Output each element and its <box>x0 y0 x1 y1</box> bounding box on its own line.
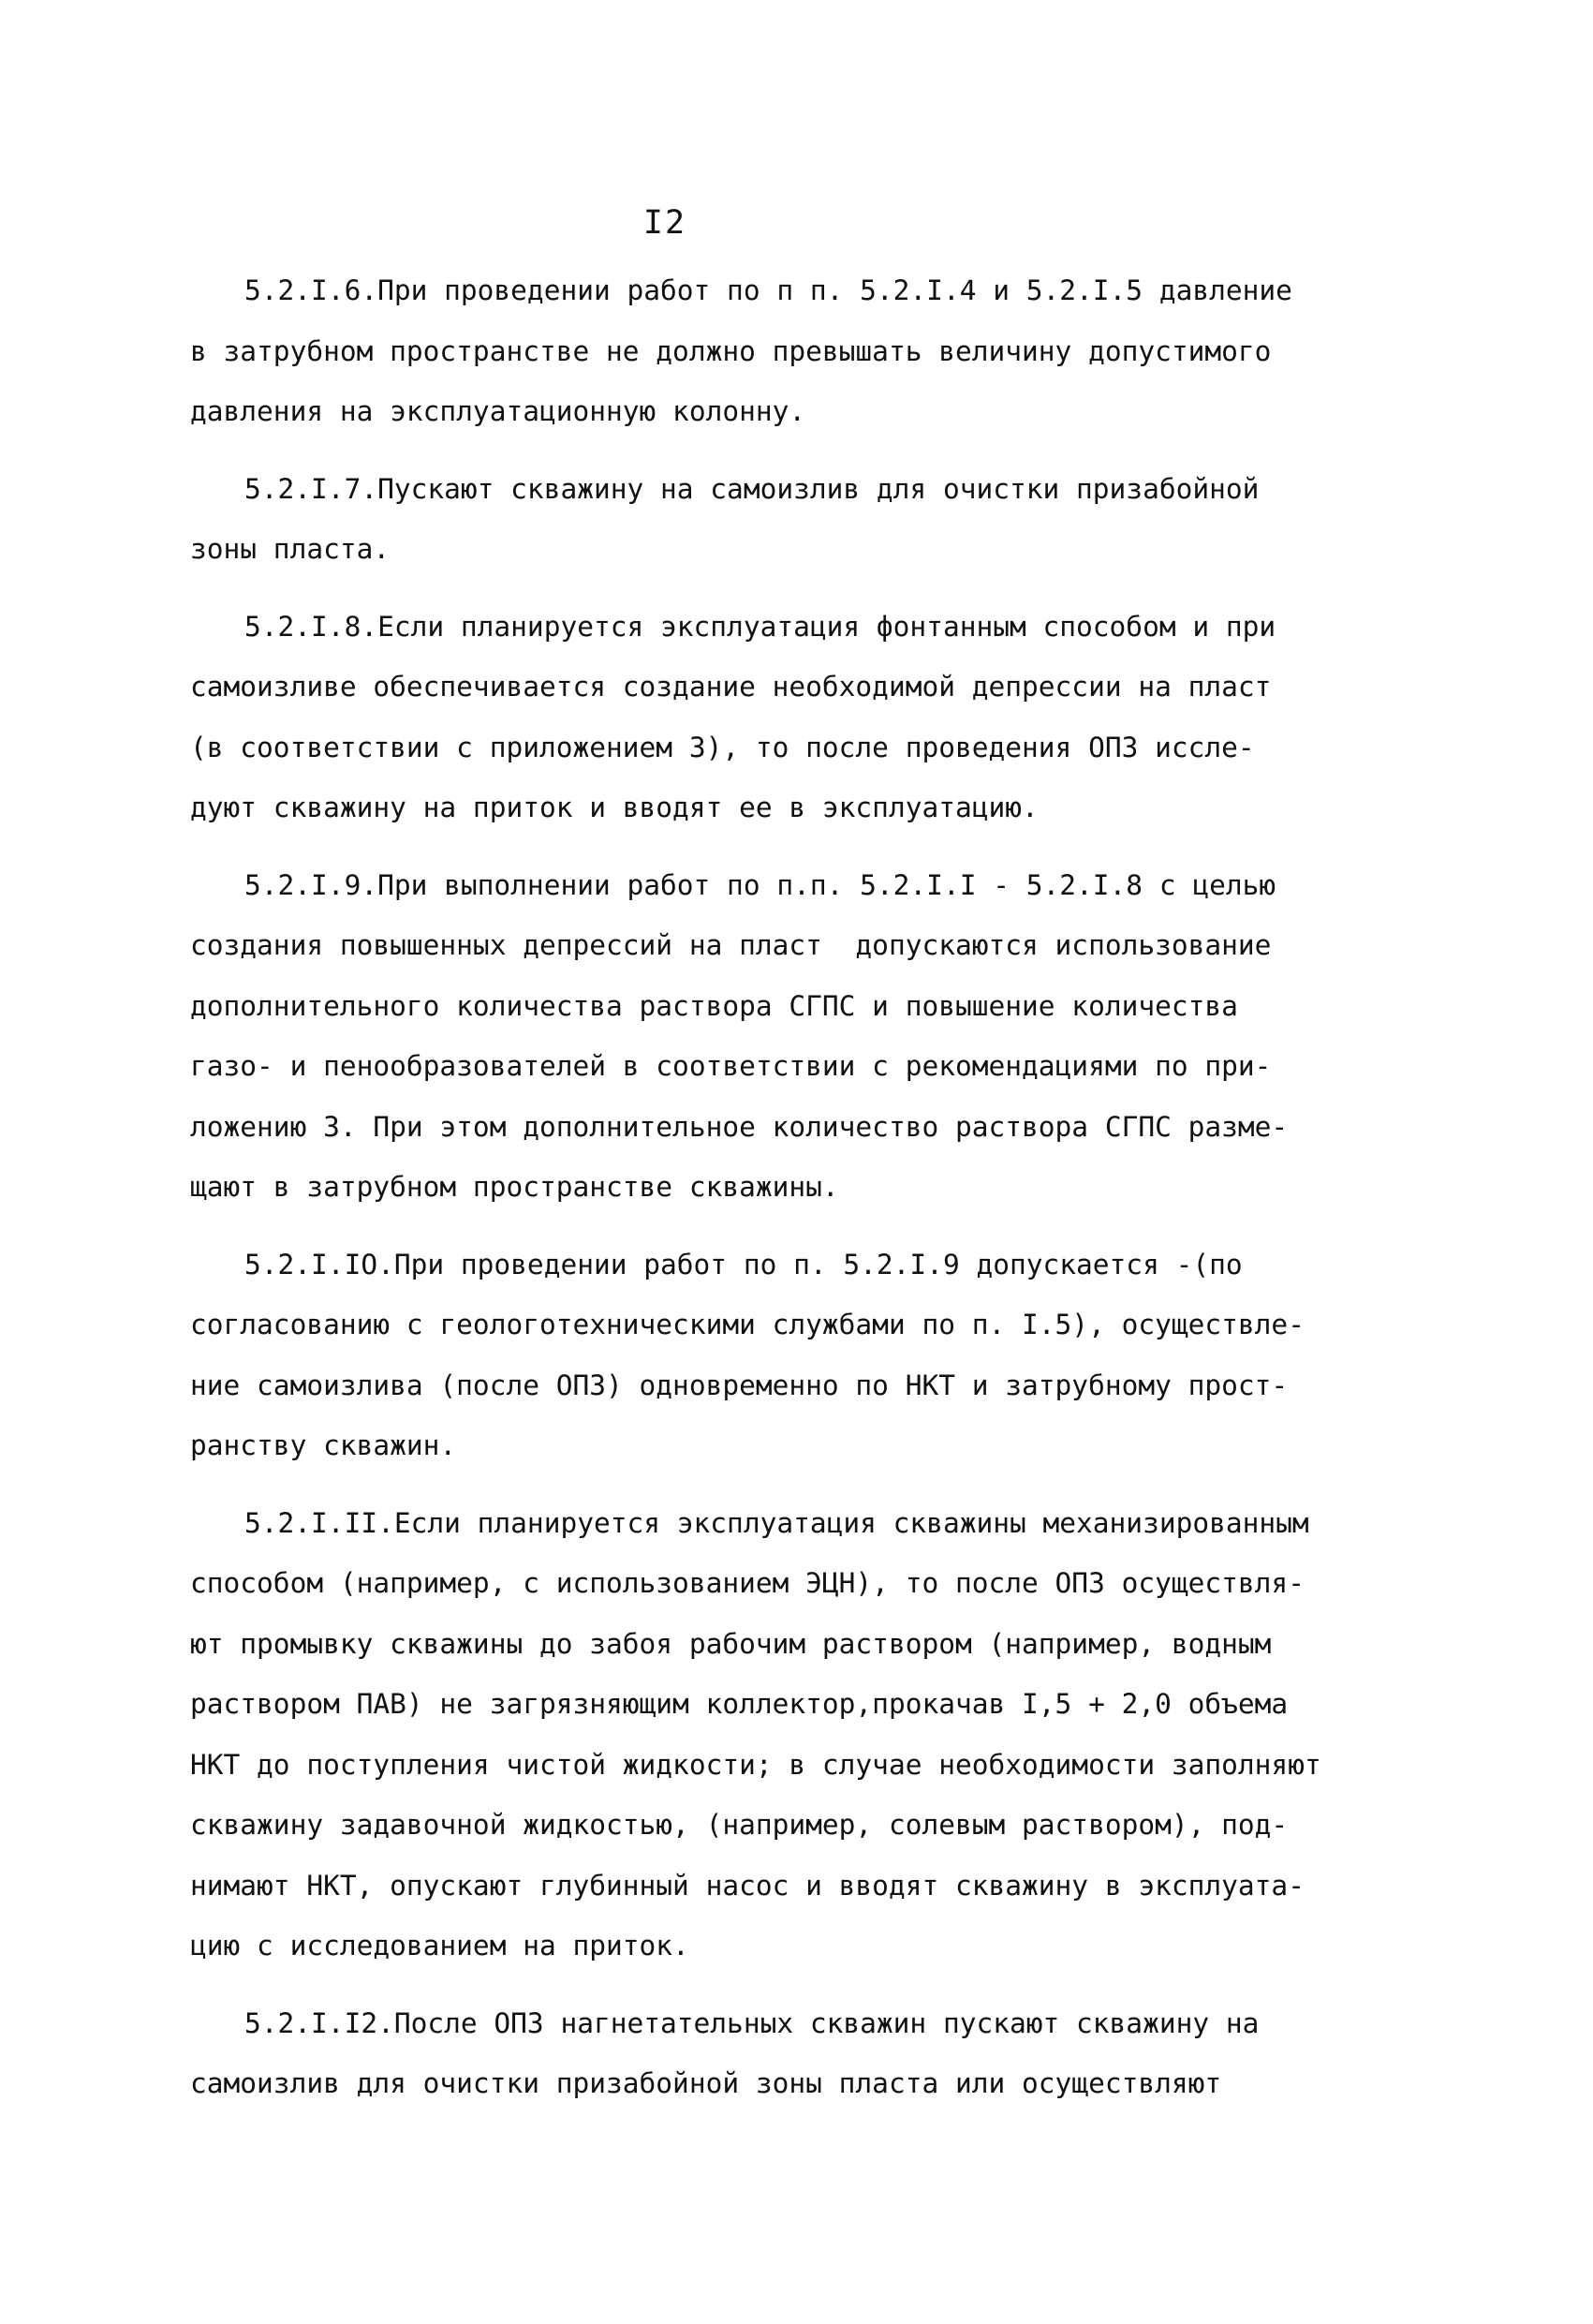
text-line: 5.2.I.9.При выполнении работ по п.п. 5.2.I.I - 5.2.I.8 с целью <box>244 868 1276 901</box>
text-line: 5.2.I.I2.После ОПЗ нагнетательных скважин пускают скважину на <box>244 2006 1260 2039</box>
text-line: 5.2.I.II.Если планируется эксплуатация скважины механизированным <box>244 1506 1309 1539</box>
page-number: I2 <box>642 204 687 242</box>
text-line: в затрубном пространстве не должно превышать величину допустимого <box>190 334 1272 367</box>
text-line: давления на эксплуатационную колонну. <box>190 395 806 427</box>
text-line: дополнительного количества раствора СГПС и повышение количества <box>190 989 1238 1022</box>
text-line: согласованию с геологотехническими службами по п. I.5), осуществле- <box>190 1309 1305 1340</box>
text-line: щают в затрубном пространстве скважины. <box>190 1171 839 1203</box>
text-line: 5.2.I.IO.При проведении работ по п. 5.2.I.9 допускается -(по <box>244 1248 1243 1280</box>
paragraph <box>190 1993 1445 2114</box>
text-line: 5.2.I.6.При проведении работ по п п. 5.2.I.4 и 5.2.I.5 давление <box>244 274 1292 306</box>
text-line: 5.2.I.8.Если планируется эксплуатация фонтанным способом и при <box>244 610 1276 643</box>
text-line: цию с исследованием на приток. <box>190 1930 689 1961</box>
paragraph <box>190 1493 1445 1976</box>
text-line: (в соответствии с приложением 3), то после проведения ОПЗ иссле- <box>190 731 1255 763</box>
text-line: ют промывку скважины до забоя рабочим раствором (например, водным <box>190 1627 1272 1660</box>
paragraph <box>190 459 1445 580</box>
text-line: самоизливе обеспечивается создание необходимой депрессии на пласт <box>190 671 1272 703</box>
text-line: 5.2.I.7.Пускают скважину на самоизлив для очистки призабойной <box>244 472 1260 505</box>
document-body <box>190 260 1445 2114</box>
text-line: ранству скважин. <box>190 1429 457 1461</box>
paragraph <box>190 1235 1445 1476</box>
text-line: нимают НКТ, опускают глубинный насос и вводят скважину в эксплуата- <box>190 1869 1305 1902</box>
paragraph <box>190 855 1445 1218</box>
text-line: создания повышенных депрессий на пласт допускаются использование <box>190 929 1272 961</box>
text-line: зоны пласта. <box>190 533 391 565</box>
text-line: самоизлив для очистки призабойной зоны пласта или осуществляют <box>190 2067 1222 2099</box>
text-line: скважину задавочной жидкостью, (например, солевым раствором), под- <box>190 1809 1289 1841</box>
text-line: способом (например, с использованием ЭЦН), то после ОПЗ осуществля- <box>190 1567 1305 1599</box>
paragraph <box>190 260 1445 442</box>
text-line: раствором ПАВ) не загрязняющим коллектор,прокачав I,5 + 2,0 объема <box>190 1688 1289 1720</box>
paragraph <box>190 597 1445 838</box>
text-line: ложению 3. При этом дополнительное количество раствора СГПС разме- <box>190 1110 1289 1143</box>
text-line: НКТ до поступления чистой жидкости; в случае необходимости заполняют <box>190 1748 1321 1781</box>
text-line: дуют скважину на приток и вводят ее в эксплуатацию. <box>190 792 1039 823</box>
text-line: ние самоизлива (после ОПЗ) одновременно по НКТ и затрубному прост- <box>190 1369 1289 1401</box>
text-line: газо- и пенообразователей в соответствии с рекомендациями по при- <box>190 1050 1272 1082</box>
